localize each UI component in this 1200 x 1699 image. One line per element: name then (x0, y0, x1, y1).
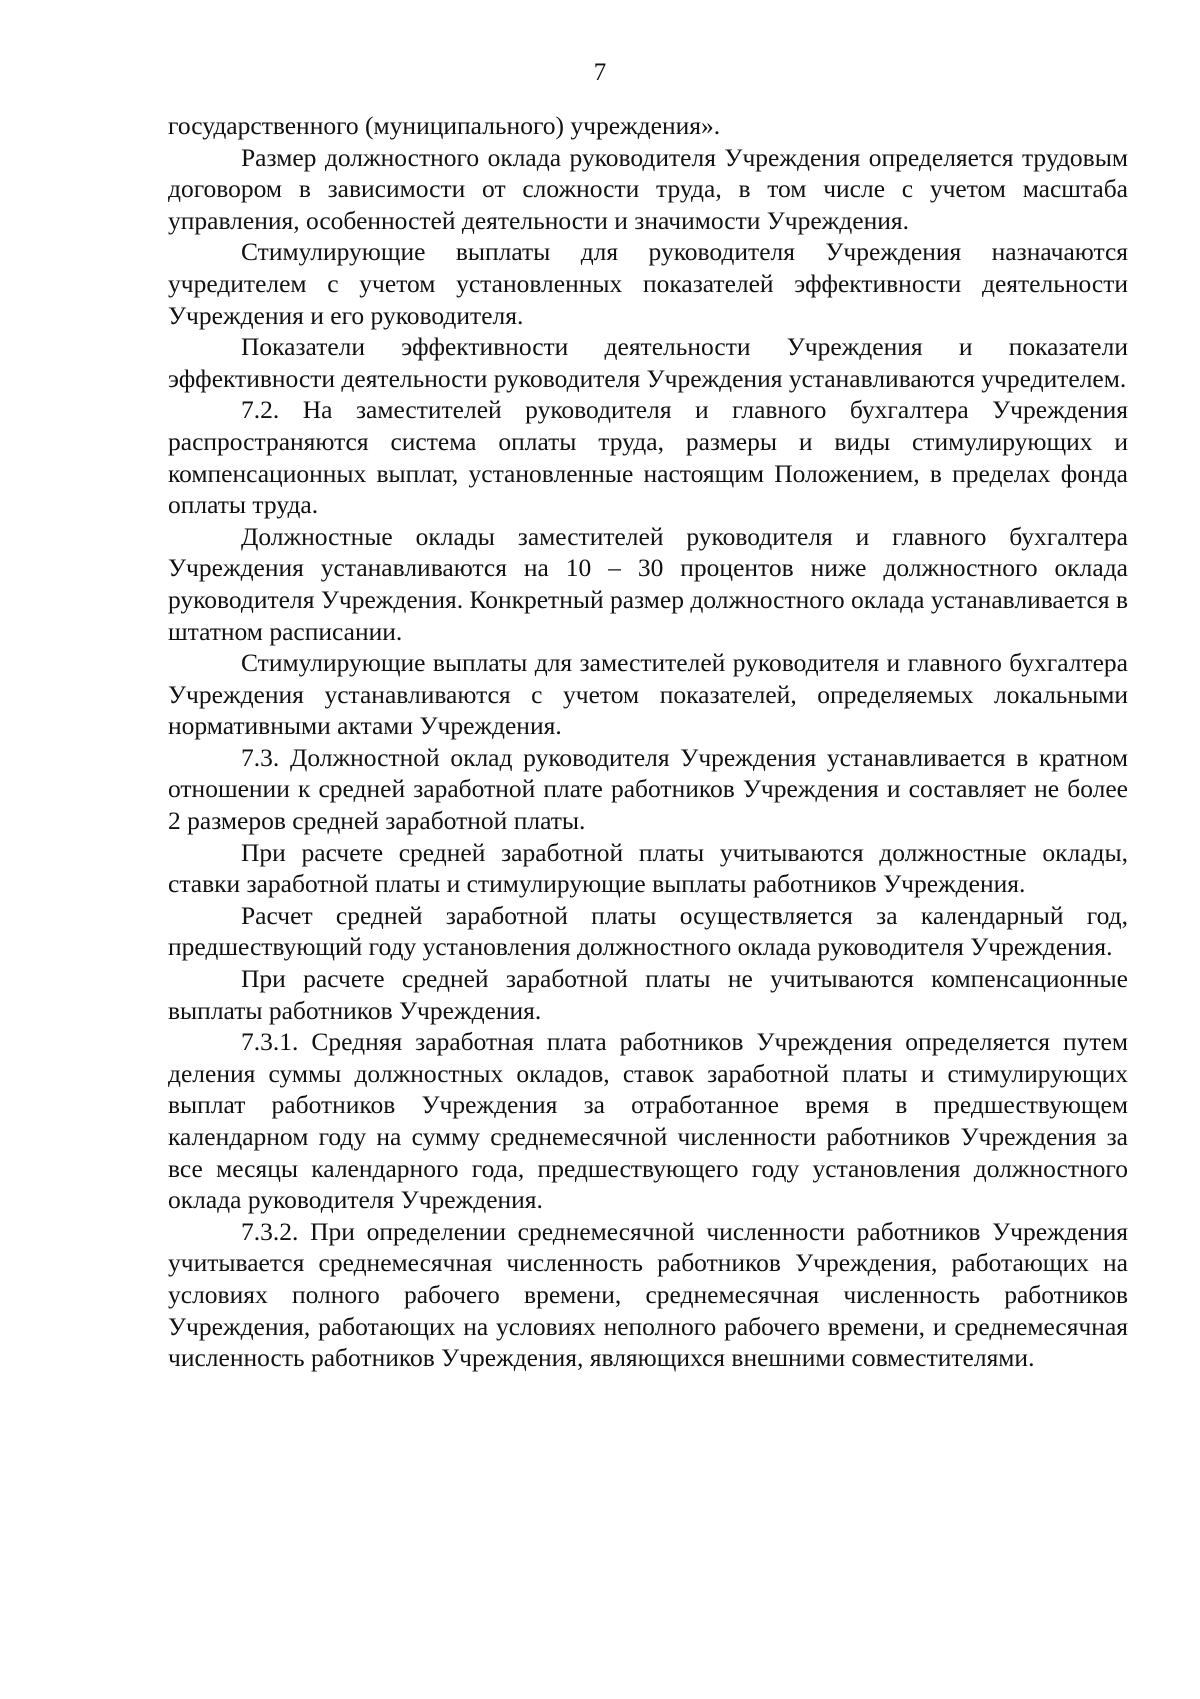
page-number: 7 (593, 59, 607, 86)
paragraph-7-3-2: 7.3.2. При определении среднемесячной численности работников Учреждения учитывается среднемесячная численность работников Учреждения, работающих на условиях полного рабочего времени, среднемесячная численность работников Учреждения, работающих на условиях неполного рабочего времени, и среднемесячная численность работников Учреждения, являющихся внешними совместителями. (168, 1216, 1128, 1373)
paragraph: Показатели эффективности деятельности Учреждения и показатели эффективности деятельности руководителя Учреждения устанавливаются учредителем. (168, 332, 1128, 393)
paragraph: Стимулирующие выплаты для заместителей руководителя и главного бухгалтера Учреждения устанавливаются с учетом показателей, определяемых локальными нормативными актами Учреждения. (168, 648, 1128, 741)
document-body (168, 110, 1128, 1374)
paragraph: При расчете средней заработной платы учитываются должностные оклады, ставки заработной платы и стимулирующие выплаты работников Учреждения. (168, 837, 1128, 899)
paragraph: Должностные оклады заместителей руководителя и главного бухгалтера Учреждения устанавливаются на 10 – 30 процентов ниже должностного оклада руководителя Учреждения. Конкретный размер должностного оклада устанавливается в штатном расписании. (168, 521, 1128, 646)
paragraph: При расчете средней заработной платы не учитываются компенсационные выплаты работников Учреждения. (168, 964, 1128, 1025)
paragraph-7-3-1: 7.3.1. Средняя заработная плата работников Учреждения определяется путем деления суммы должностных окладов, ставок заработной платы и стимулирующих выплат работников Учреждения за отработанное время в предшествующем календарном году на сумму среднемесячной численности работников Учреждения за все месяцы календарного года, предшествующего году установления должностного оклада руководителя Учреждения. (168, 1027, 1128, 1215)
paragraph: Размер должностного оклада руководителя Учреждения определяется трудовым договором в зависимости от сложности труда, в том числе с учетом масштаба управления, особенностей деятельности и значимости Учреждения. (168, 142, 1128, 235)
paragraph: Расчет средней заработной платы осуществляется за календарный год, предшествующий году установления должностного оклада руководителя Учреждения. (168, 900, 1128, 962)
paragraph-7-3: 7.3. Должностной оклад руководителя Учреждения устанавливается в кратном отношении к средней заработной плате работников Учреждения и составляет не более 2 размеров средней заработной платы. (168, 742, 1128, 836)
paragraph: государственного (муниципального) учреждения». (168, 111, 721, 140)
paragraph: Стимулирующие выплаты для руководителя Учреждения назначаются учредителем с учетом установленных показателей эффективности деятельности Учреждения и его руководителя. (168, 237, 1128, 330)
paragraph-7-2: 7.2. На заместителей руководителя и главного бухгалтера Учреждения распространяются система оплаты труда, размеры и виды стимулирующих и компенсационных выплат, установленные настоящим Положением, в пределах фонда оплаты труда. (168, 395, 1128, 520)
